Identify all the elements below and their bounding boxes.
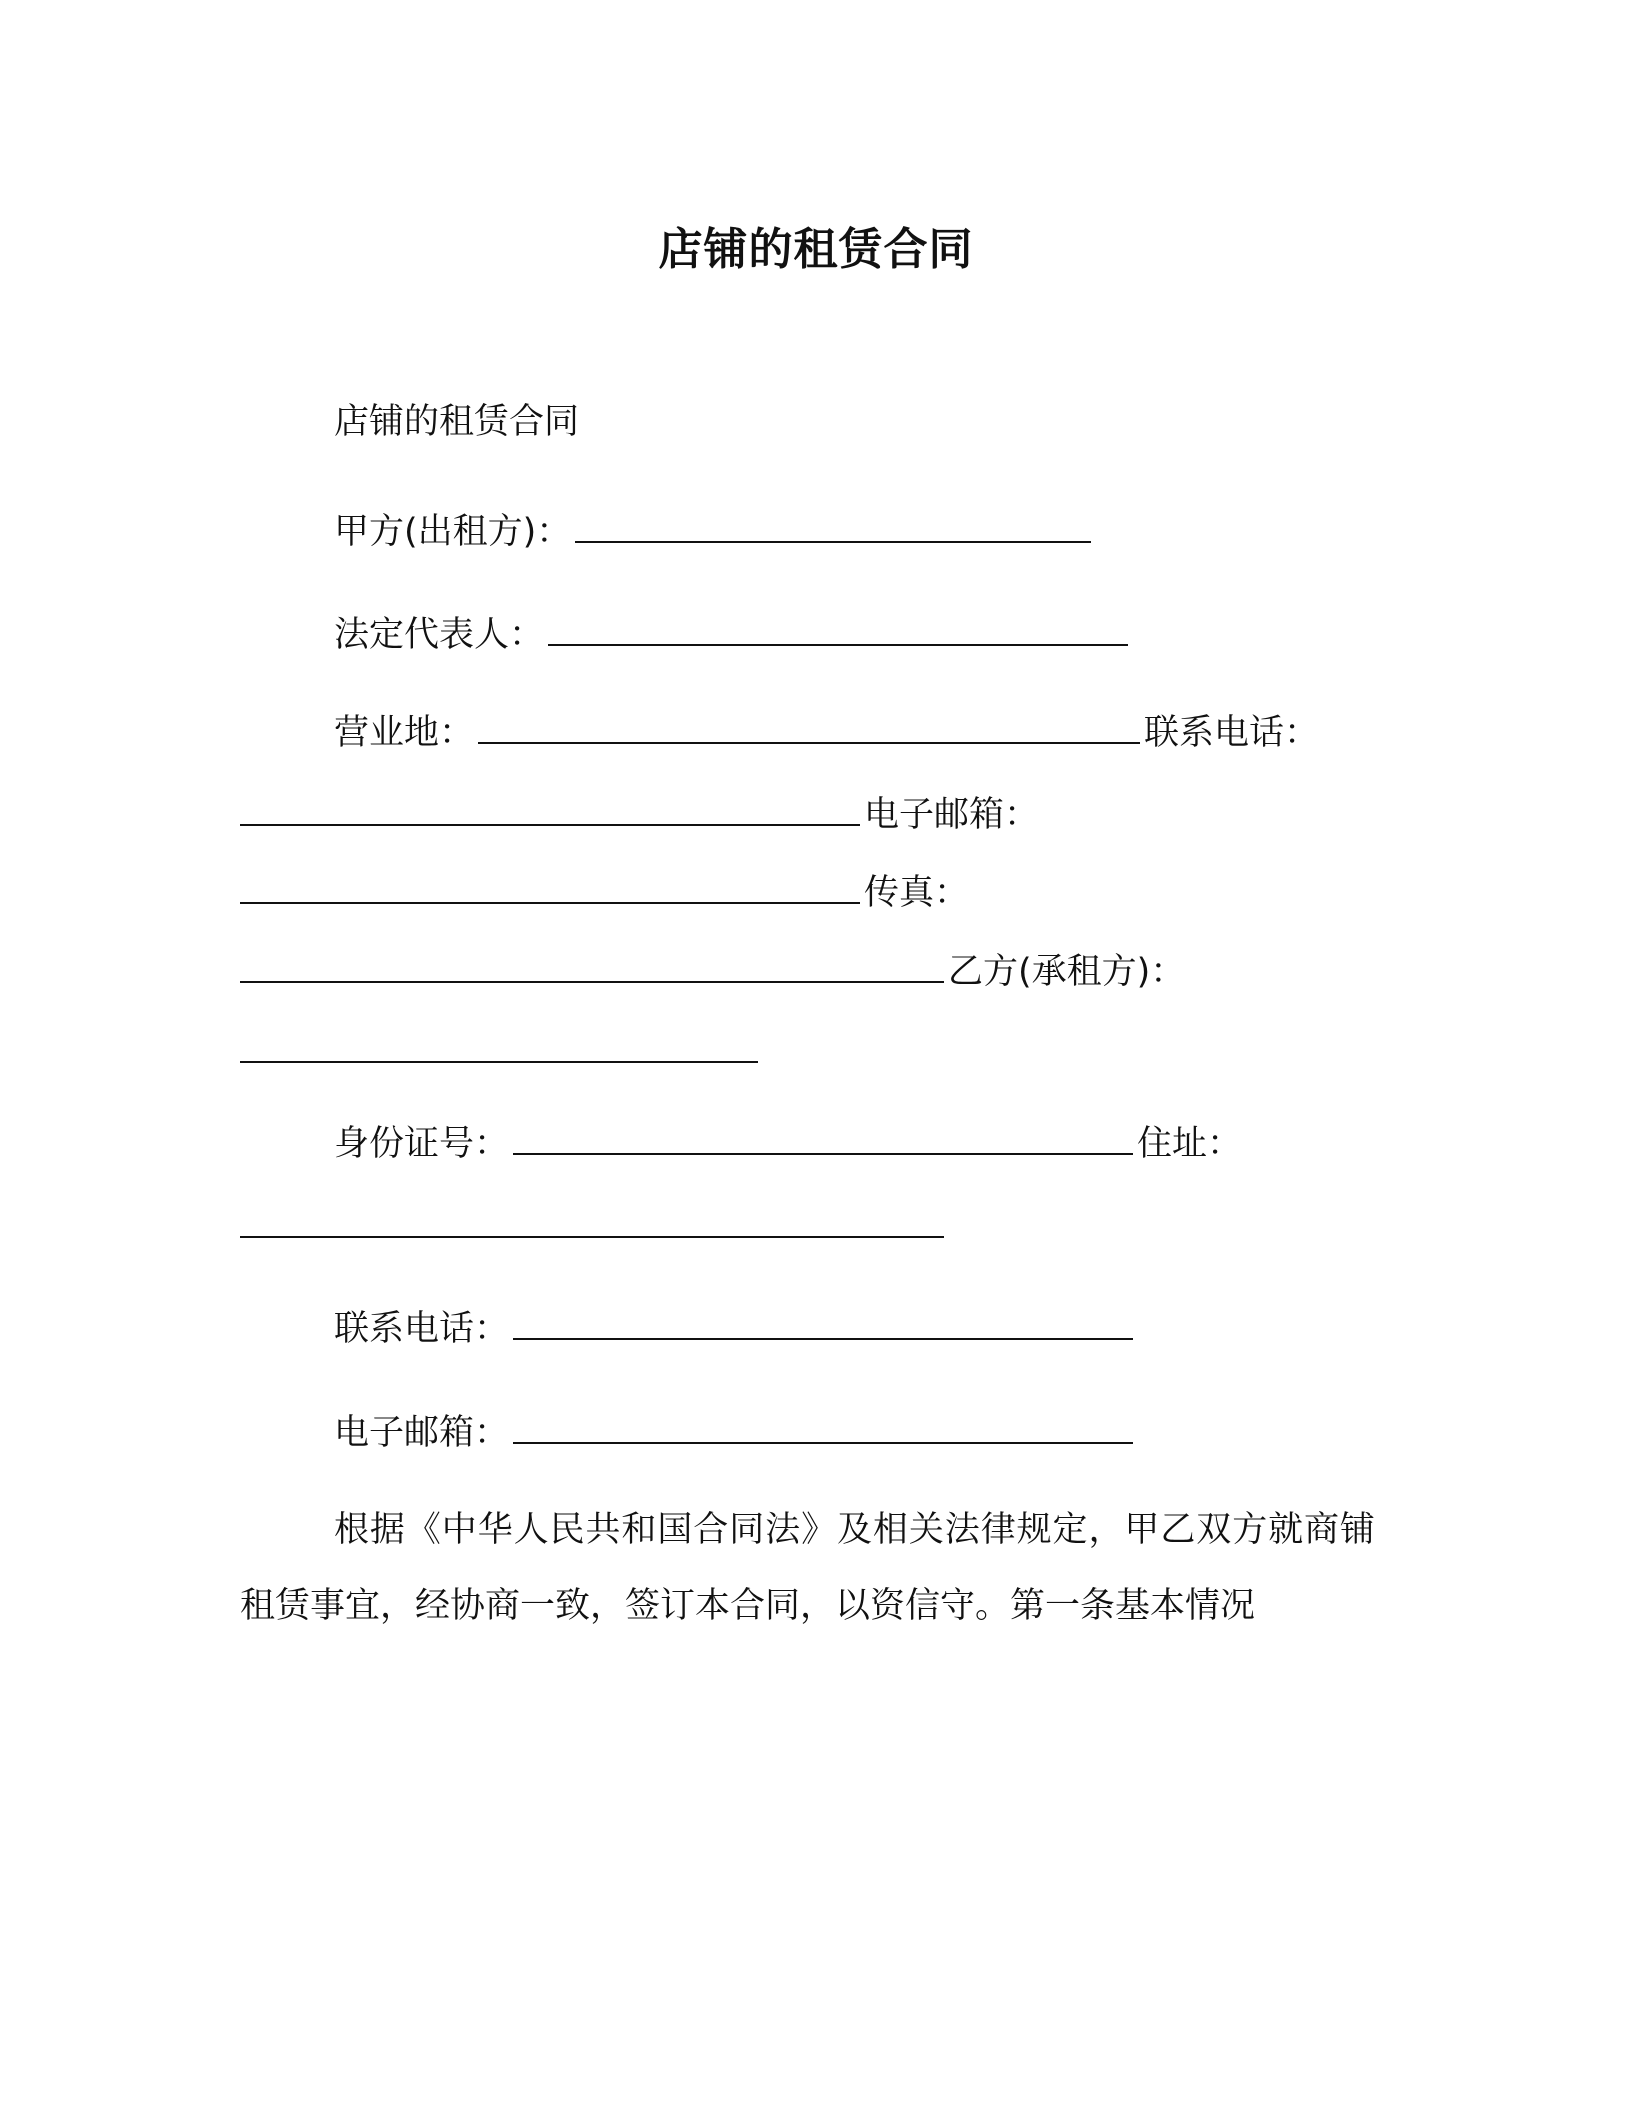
party-b-label: 乙方(承租方)： bbox=[948, 952, 1186, 992]
contact-phone-b-row bbox=[334, 1302, 1137, 1353]
legal-rep-label: 法定代表人： bbox=[334, 615, 545, 655]
body-paragraph: 根据《中华人民共和国合同法》及相关法律规定，甲乙双方就商铺租赁事宜，经协商一致，签订本合同，以资信守。第一条基本情况 bbox=[240, 1510, 1375, 1626]
party-a-label: 甲方(出租方)： bbox=[334, 512, 572, 552]
email-label-b: 电子邮箱： bbox=[334, 1413, 510, 1453]
subtitle: 店铺的租赁合同 bbox=[334, 402, 580, 442]
fax-blank[interactable] bbox=[240, 945, 944, 983]
business-address-row bbox=[334, 706, 1319, 757]
party-b-row bbox=[240, 1025, 762, 1076]
legal-rep-row bbox=[334, 608, 1132, 659]
email-a-row bbox=[240, 866, 969, 917]
id-number-row bbox=[334, 1117, 1242, 1168]
contact-phone-label-a: 联系电话： bbox=[1144, 713, 1320, 753]
contact-phone-a-blank[interactable] bbox=[240, 788, 860, 826]
contact-phone-label-b: 联系电话： bbox=[334, 1309, 510, 1349]
id-number-label: 身份证号： bbox=[334, 1124, 510, 1164]
business-address-label: 营业地： bbox=[334, 713, 475, 753]
legal-rep-blank[interactable] bbox=[548, 608, 1128, 646]
contact-phone-b-blank[interactable] bbox=[513, 1302, 1133, 1340]
address-label: 住址： bbox=[1137, 1124, 1243, 1164]
address-row bbox=[240, 1200, 948, 1251]
email-a-blank[interactable] bbox=[240, 866, 860, 904]
email-b-row bbox=[334, 1406, 1137, 1457]
document-title: 店铺的租赁合同 bbox=[658, 224, 974, 275]
email-label-a: 电子邮箱： bbox=[864, 795, 1040, 835]
fax-row bbox=[240, 945, 1185, 996]
party-b-blank[interactable] bbox=[240, 1025, 758, 1063]
contact-phone-a-row bbox=[240, 788, 1039, 839]
party-a-blank[interactable] bbox=[575, 505, 1091, 543]
business-address-blank[interactable] bbox=[478, 706, 1140, 744]
address-blank[interactable] bbox=[240, 1200, 944, 1238]
email-b-blank[interactable] bbox=[513, 1406, 1133, 1444]
party-a-row bbox=[334, 505, 1095, 556]
fax-label: 传真： bbox=[864, 873, 970, 913]
id-number-blank[interactable] bbox=[513, 1117, 1133, 1155]
